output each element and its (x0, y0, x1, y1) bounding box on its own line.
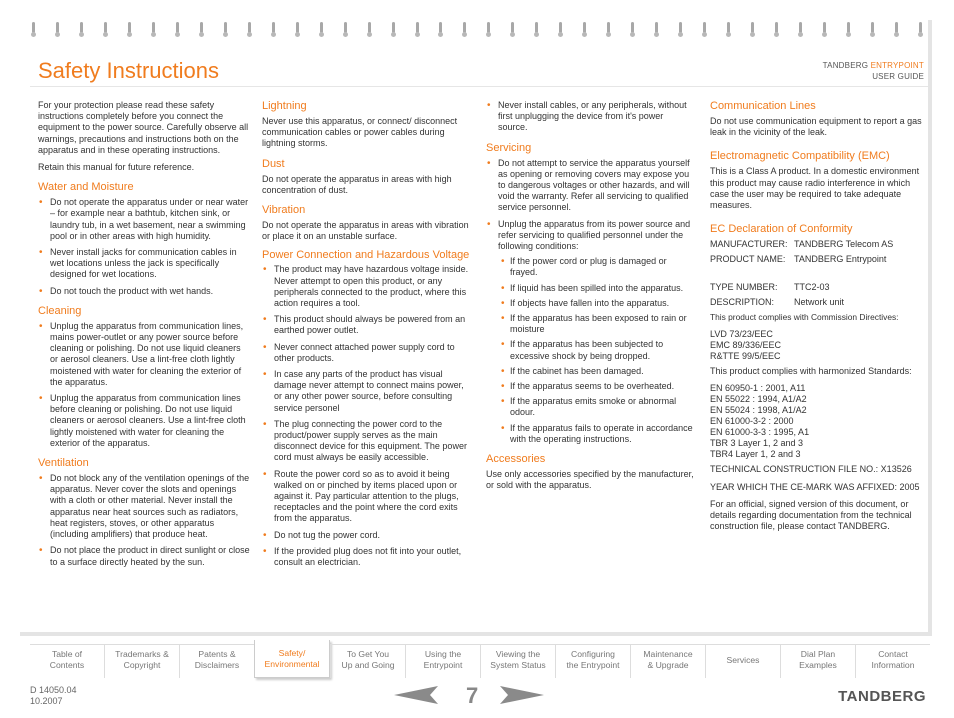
list-item: • Do not place the product in direct sunlight or close to a surface directly heated by the sun. (38, 545, 250, 567)
complies-text: This product complies with Commission Directives: (710, 312, 899, 323)
emc-heading: Electromagnetic Compatibility (EMC) (710, 150, 890, 163)
spiral-binding (22, 22, 932, 40)
brand-header (823, 60, 924, 82)
binding-ring (775, 22, 778, 33)
binding-ring (248, 22, 251, 33)
tab-label: To Get You (346, 649, 390, 659)
tab-label: Viewing the (495, 649, 541, 659)
accessories-heading: Accessories (486, 453, 546, 466)
tab-get-going[interactable] (330, 644, 405, 678)
previous-page-icon[interactable] (394, 686, 438, 704)
tab-label: System Status (490, 660, 546, 670)
binding-ring (439, 22, 442, 33)
list-item: TBR 3 Layer 1, 2 and 3 (710, 438, 804, 449)
tab-contact[interactable] (855, 644, 930, 678)
list-item: • Do not tug the power cord. (262, 530, 472, 541)
cleaning-heading: Cleaning (38, 304, 82, 317)
vibration-text: Do not operate the apparatus in areas with vibration or place it on an unstable surface. (262, 220, 469, 242)
comm-text: Do not use communication equipment to report a gas leak in the vicinity of the leak. (710, 116, 922, 138)
list-item: EN 61000-3-3 : 1995, A1 (710, 427, 810, 438)
binding-ring (463, 22, 466, 33)
binding-ring (559, 22, 562, 33)
servicing-heading: Servicing (486, 141, 532, 154)
manufacturer-label: MANUFACTURER: (710, 239, 788, 250)
binding-ring (344, 22, 347, 33)
list-item (486, 219, 694, 445)
list-item: • If the power cord or plug is damaged or frayed. (500, 256, 694, 278)
intro-text: For your protection please read these safety instructions completely before you connect the equipment to the power source. Carefully observe all warnings, precautions and instructions both on the apparatus and in these operating instructions. (38, 100, 249, 155)
tab-label: Examples (799, 660, 837, 670)
list-item: • In case any parts of the product has visual damage never attempt to connect mains power, or any other power source, before consulting service personel (262, 369, 472, 414)
tab-table-of-contents[interactable] (30, 644, 104, 678)
list-item: • The product may have hazardous voltage inside. Never attempt to open this product, or any peripherals connected to the product, where this action requires a tool. (262, 264, 472, 309)
binding-ring (32, 22, 35, 33)
brand-name: TANDBERG (822, 61, 869, 70)
binding-ring (703, 22, 706, 33)
list-item: • Unplug the apparatus from communication lines before cleaning or polishing. Do not use liquid cleaners or aerosol cleaners. Use a lint-free cloth lightly moistened with water for cleaning the exterior of the apparatus. (38, 393, 250, 449)
header-divider (30, 86, 928, 87)
servicing-conditions-intro: Unplug the apparatus from its power source and refer servicing to qualified personnel under the following conditions: (498, 218, 691, 252)
tandberg-logo: TANDBERG (838, 688, 926, 705)
servicing-list (486, 158, 694, 445)
binding-ring (320, 22, 323, 33)
tcf-text: TECHNICAL CONSTRUCTION FILE NO.: X13526 (710, 464, 912, 475)
standards-list (710, 383, 922, 460)
binding-ring (799, 22, 802, 33)
binding-ring (152, 22, 155, 33)
list-item: • If the cabinet has been damaged. (500, 366, 694, 377)
dust-heading: Dust (262, 157, 285, 170)
list-item: • Never install jacks for communication cables in wet locations unless the jack is specifically designed for wet locations. (38, 247, 250, 281)
binding-ring (487, 22, 490, 33)
tab-label: Maintenance (643, 649, 693, 659)
list-item: • If the provided plug does not fit into your outlet, consult an electrician. (262, 546, 472, 568)
cables-list (486, 100, 694, 134)
page-title: Safety Instructions (38, 58, 219, 83)
binding-ring (847, 22, 850, 33)
list-item: • Unplug the apparatus from communication lines, mains power-outlet or any power source before cleaning or polishing. Do not use liquid cleaners or aerosol cleaners. Use a lint-free cloth lightly moistened with water for cleaning the exterior of the apparatus. (38, 321, 250, 388)
column-1 (38, 100, 250, 573)
power-heading: Power Connection and Hazardous Voltage (262, 249, 470, 262)
conditions-list (498, 256, 694, 445)
list-item: • If the apparatus emits smoke or abnormal odour. (500, 396, 694, 418)
document-id (30, 685, 77, 707)
tab-trademarks[interactable] (104, 644, 179, 678)
list-item: EN 61000-3-2 : 2000 (710, 416, 794, 427)
binding-ring (392, 22, 395, 33)
tab-label: Contents (49, 660, 85, 670)
product-label: PRODUCT NAME: (710, 254, 786, 265)
binding-ring (535, 22, 538, 33)
list-item: • If liquid has been spilled into the apparatus. (500, 283, 694, 294)
binding-ring (368, 22, 371, 33)
list-item: • If objects have fallen into the apparatus. (500, 298, 694, 309)
list-item: R&TTE 99/5/EEC (710, 351, 781, 362)
binding-ring (296, 22, 299, 33)
power-list (262, 264, 472, 568)
tab-label: Information (871, 660, 915, 670)
binding-ring (679, 22, 682, 33)
binding-ring (631, 22, 634, 33)
binding-ring (104, 22, 107, 33)
binding-ring (224, 22, 227, 33)
tab-label: Copyright (123, 660, 161, 670)
tab-label: the Entrypoint (566, 660, 620, 670)
ventilation-list (38, 473, 250, 568)
accessories-text: Use only accessories specified by the manufacturer, or sold with the apparatus. (486, 469, 694, 491)
chapter-tabs (30, 644, 930, 678)
lightning-heading: Lightning (262, 100, 307, 112)
list-item: EN 55024 : 1998, A1/A2 (710, 405, 807, 416)
page-number: 7 (466, 683, 479, 708)
doc-number: D 14050.04 (30, 685, 77, 695)
dust-text: Do not operate the apparatus in areas with high concentration of dust. (262, 173, 452, 195)
description-value: Network unit (794, 296, 845, 307)
binding-ring (416, 22, 419, 33)
manufacturer-row (710, 239, 922, 250)
brand-subtitle: USER GUIDE (872, 72, 924, 81)
list-item: • Never install cables, or any peripherals, without first unplugging the device from it's power source. (486, 100, 694, 134)
ec-heading: EC Declaration of Conformity (710, 223, 853, 236)
binding-ring (607, 22, 610, 33)
binding-ring (751, 22, 754, 33)
vibration-heading: Vibration (262, 204, 306, 217)
list-item: • Do not attempt to service the apparatus yourself as opening or removing covers may expose you to dangerous voltages or other hazards, and will void the warranty. Refer all servicing to qualified service personnel. (486, 158, 694, 214)
ce-year-text: YEAR WHICH THE CE-MARK WAS AFFIXED: 2005 (710, 481, 920, 492)
tab-label: Entrypoint (423, 660, 463, 670)
ventilation-heading: Ventilation (38, 457, 89, 470)
list-item: • If the apparatus fails to operate in accordance with the operating instructions. (500, 423, 694, 445)
product-row (710, 254, 922, 265)
list-item: • This product should always be powered from an earthed power outlet. (262, 314, 472, 336)
list-item: • If the apparatus has been subjected to excessive shock by being dropped. (500, 339, 694, 361)
list-item: • If the apparatus seems to be overheated. (500, 381, 694, 392)
binding-ring (919, 22, 922, 33)
tab-label: Up and Going (341, 660, 395, 670)
directives-list (710, 329, 922, 362)
product-value: TANDBERG Entrypoint (794, 254, 887, 265)
column-4 (710, 100, 922, 538)
tab-label: Using the (424, 649, 462, 659)
tab-safety[interactable] (254, 640, 330, 678)
tab-label: Patents & (198, 649, 236, 659)
list-item: • Never connect attached power supply cord to other products. (262, 342, 472, 364)
tab-label: Contact (878, 649, 908, 659)
list-item: TBR4 Layer 1, 2 and 3 (710, 449, 801, 460)
next-page-icon[interactable] (500, 686, 544, 704)
description-label: DESCRIPTION: (710, 296, 775, 307)
list-item: LVD 73/23/EEC (710, 329, 773, 340)
tab-dial-plan[interactable] (780, 644, 855, 678)
list-item: EN 60950-1 : 2001, A11 (710, 383, 806, 394)
column-3 (486, 100, 694, 497)
list-item: • The plug connecting the power cord to the product/power supply serves as the main disconnect device for this equipment. The power cord must always be easily accessible. (262, 419, 472, 464)
type-value: TTC2-03 (794, 281, 830, 292)
binding-ring (511, 22, 514, 33)
tab-label: Disclaimers (194, 660, 240, 670)
tab-configuring[interactable] (555, 644, 630, 678)
cleaning-list (38, 321, 250, 449)
binding-ring (871, 22, 874, 33)
tab-label: Configuring (571, 649, 615, 659)
tab-label: Environmental (264, 659, 320, 669)
water-list (38, 197, 250, 297)
binding-ring (895, 22, 898, 33)
lightning-text: Never use this apparatus, or connect/ disconnect communication cables or power cables during lightning storms. (262, 116, 458, 149)
tab-services[interactable] (705, 644, 780, 678)
brand-product: ENTRYPOINT (870, 61, 924, 70)
retain-text: Retain this manual for future reference. (38, 162, 195, 173)
tab-patents[interactable] (179, 644, 254, 678)
doc-date: 10.2007 (30, 696, 63, 706)
list-item: • If the apparatus has been exposed to rain or moisture (500, 313, 694, 335)
list-item: EMC 89/336/EEC (710, 340, 782, 351)
type-label: TYPE NUMBER: (710, 281, 778, 292)
binding-ring (80, 22, 83, 33)
binding-ring (655, 22, 658, 33)
harmonized-text: This product complies with harmonized Standards: (710, 366, 912, 377)
spacer (710, 270, 922, 282)
list-item: • Route the power cord so as to avoid it being walked on or pinched by items placed upon or against it. Pay particular attention to the plugs, receptacles and the point where the cord exits from the apparatus. (262, 469, 472, 525)
list-item: • Do not touch the product with wet hands. (38, 286, 250, 297)
list-item: EN 55022 : 1994, A1/A2 (710, 394, 807, 405)
tab-maintenance[interactable] (630, 644, 705, 678)
tab-using[interactable] (405, 644, 480, 678)
tab-system-status[interactable] (480, 644, 555, 678)
tab-label: Table of (51, 649, 83, 659)
official-text: For an official, signed version of this document, or details regarding documentation from the technical construction file, please contact TANDBERG. (710, 498, 912, 532)
binding-ring (823, 22, 826, 33)
tab-label: Dial Plan (800, 649, 836, 659)
tab-label: Safety/ (278, 648, 306, 658)
binding-ring (56, 22, 59, 33)
comm-heading: Communication Lines (710, 100, 816, 112)
binding-ring (583, 22, 586, 33)
binding-ring (128, 22, 131, 33)
binding-ring (727, 22, 730, 33)
binding-ring (176, 22, 179, 33)
description-row (710, 297, 922, 308)
list-item: • Do not block any of the ventilation openings of the apparatus. Never cover the slots and openings with a cloth or other material. Never install the apparatus near heat sources such as radiators, heat registers, stoves, or other apparatus (including amplifiers) that produce heat. (38, 473, 250, 540)
type-row (710, 282, 922, 293)
tab-label: & Upgrade (647, 660, 689, 670)
tab-label: Services (726, 655, 760, 665)
water-heading: Water and Moisture (38, 181, 134, 194)
tab-label: Trademarks & (115, 649, 169, 659)
column-2 (262, 100, 472, 573)
emc-text: This is a Class A product. In a domestic environment this product may cause radio interference in which case the user may be required to take adequate measures. (710, 166, 920, 211)
list-item: • Do not operate the apparatus under or near water – for example near a bathtub, kitchen sink, or laundry tub, in a wet basement, near a swimming pool or in other areas with high humidity. (38, 197, 250, 242)
manufacturer-value: TANDBERG Telecom AS (794, 239, 894, 250)
binding-ring (272, 22, 275, 33)
binding-ring (200, 22, 203, 33)
